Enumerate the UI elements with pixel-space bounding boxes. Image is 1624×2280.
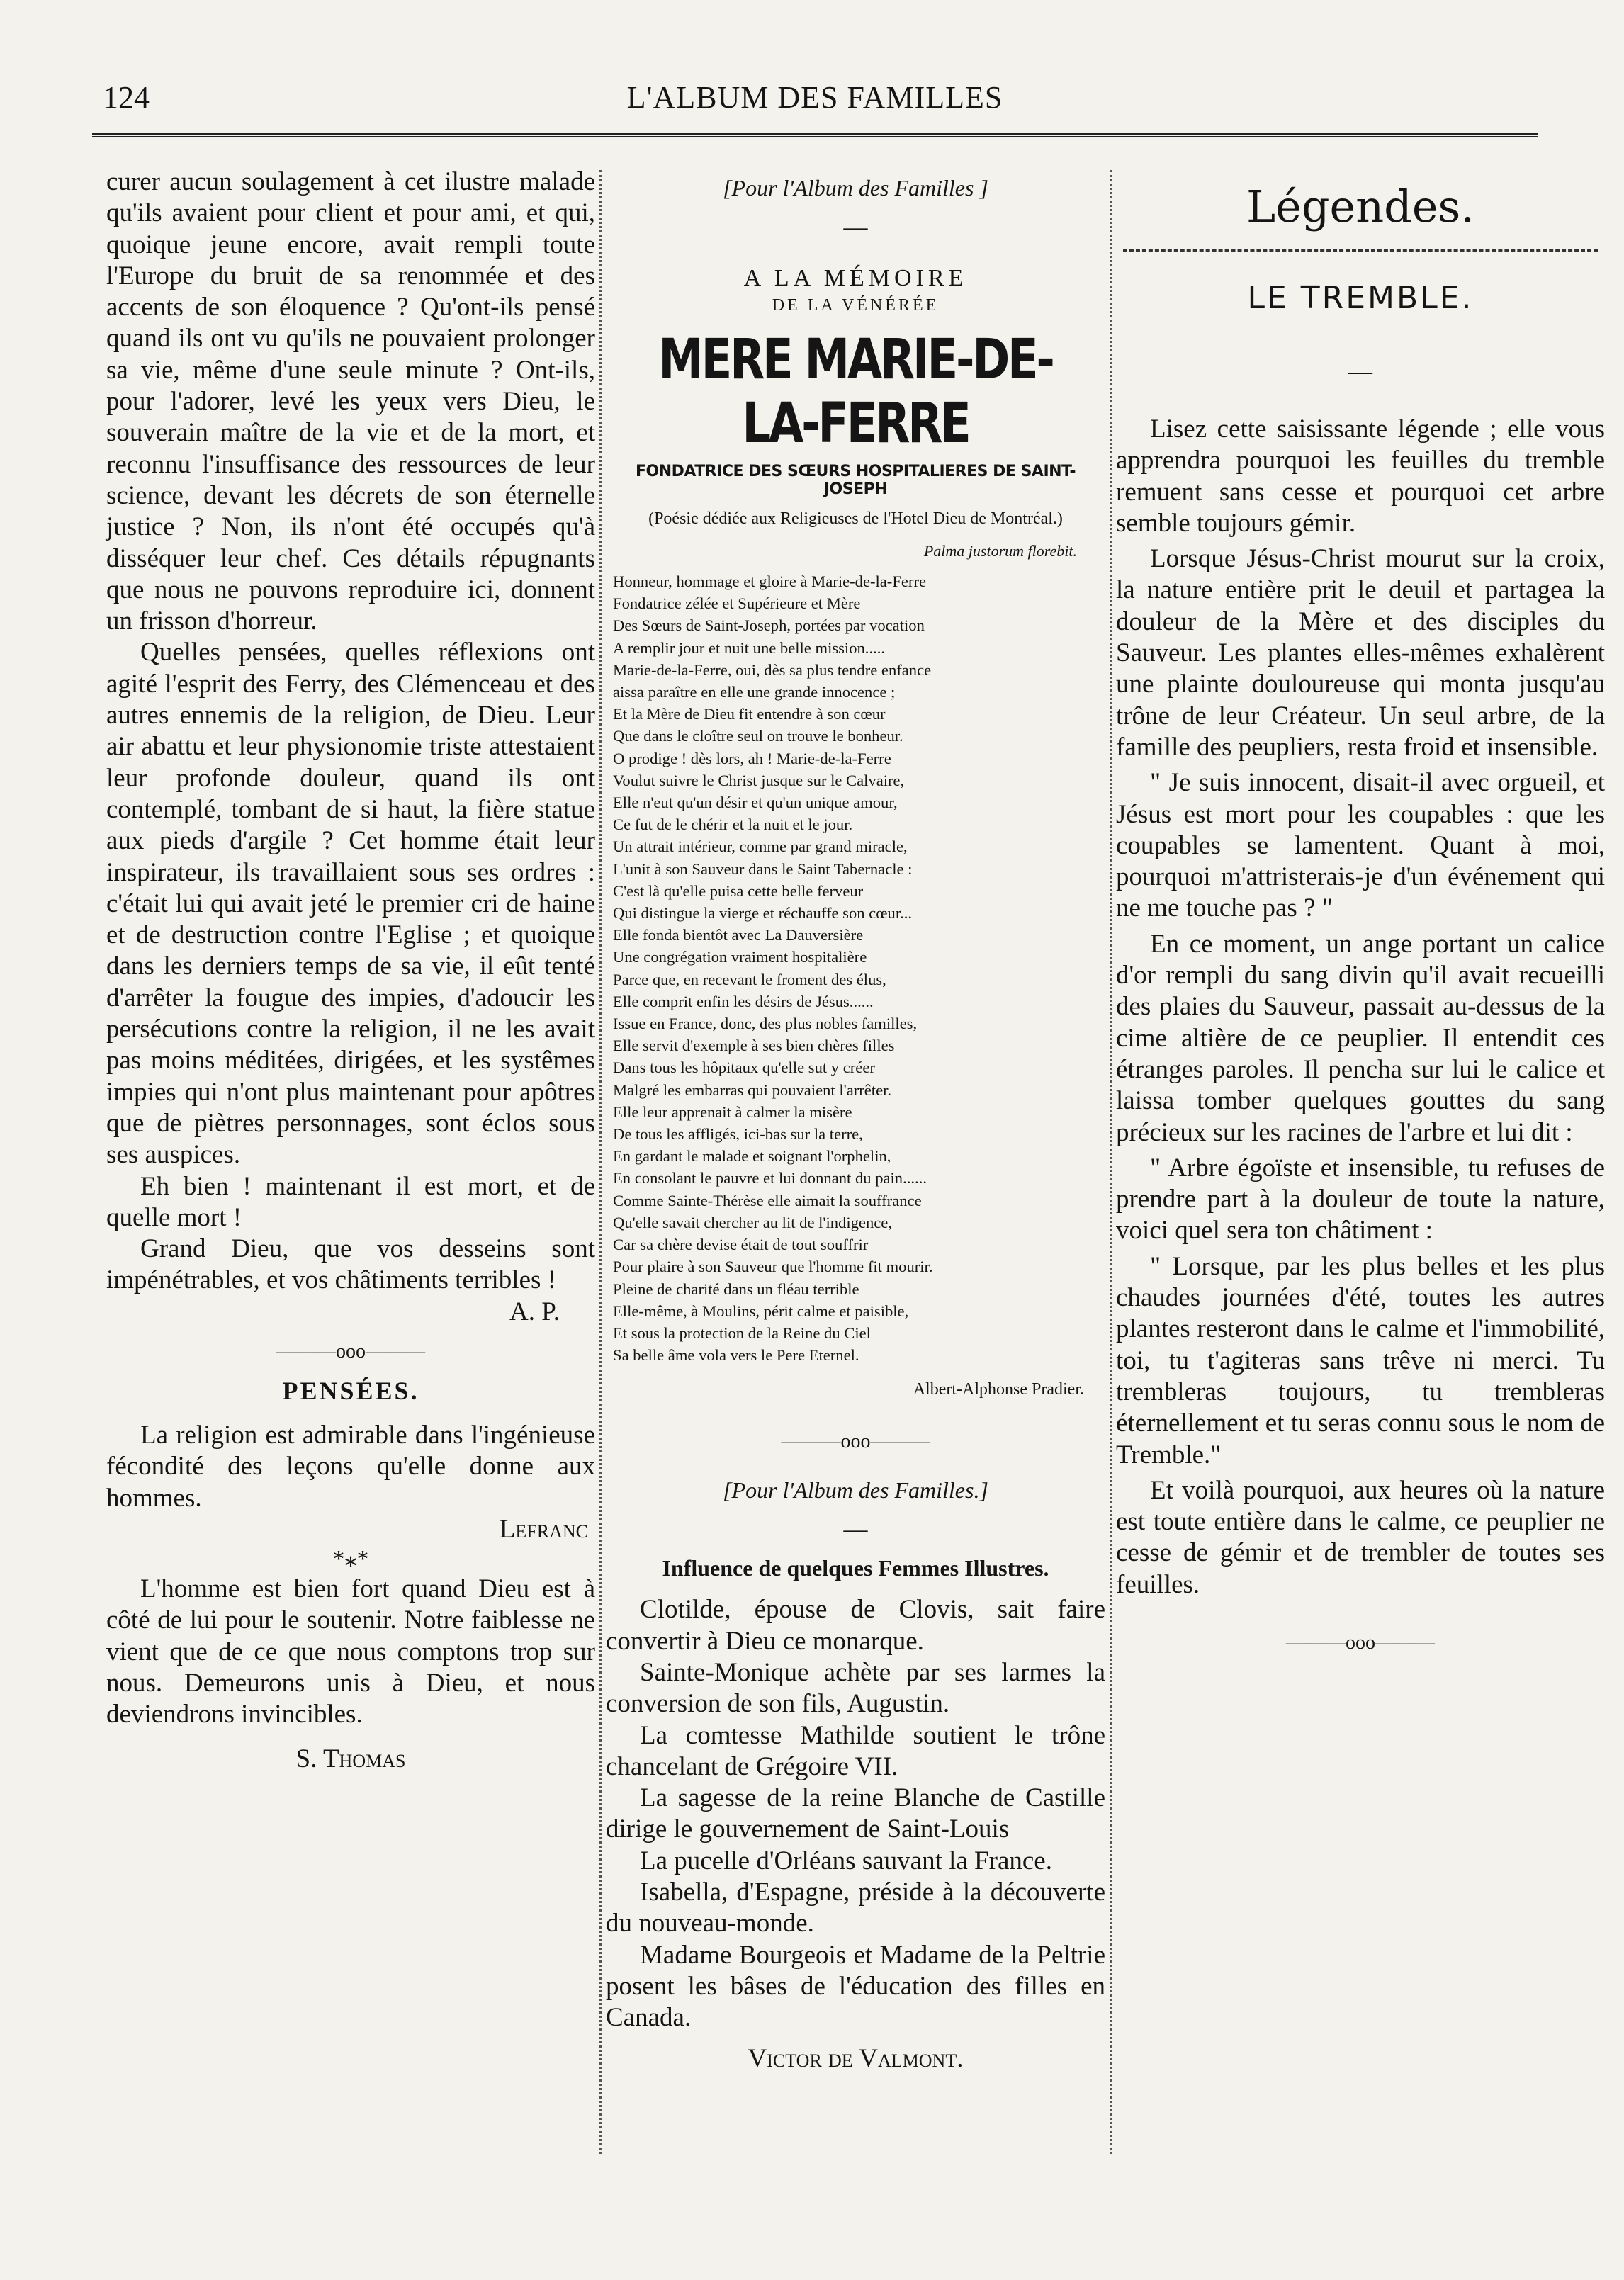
article-paragraph-2: Quelles pensées, quelles réflexions ont agité l'esprit des Ferry, des Clémenceau et des autres ennemis de la religion, de Dieu. Leur air abattu et leur physionomie triste attestaient leur profonde douleur, quand ils ont contemplé, tombant de si haut, la fière statue aux pieds d'argile ? Cet homme était leur inspirateur, ils travaillaient sous ses ordres : c'était lui qui avait jeté le premier cri de haine et de destruction contre l'Eglise ; et quoique dans les derniers temps de sa vie, il eût tenté d'arrêter la fougue des impies, d'adoucir les persécutions contre la religion, il ne les avait pas moins méditées, dirigées, et les systêmes impies qui n'ont plus maintenant pour apôtres que de piètres personnages, sont éclos sous ses auspices. <box>106 638 595 1170</box>
poem-line: Que dans le cloître seul on trouve le bonheur. <box>613 727 903 745</box>
poem-line: L'unit à son Sauveur dans le Saint Tabernacle : <box>613 859 913 878</box>
poem-line: Pour plaire à son Sauveur que l'homme fit mourir. <box>613 1258 933 1276</box>
pensee-1: La religion est admirable dans l'ingénieuse fécondité des leçons qu'elle donne aux hommes. <box>106 1420 595 1513</box>
poem-author: Albert-Alphonse Pradier. <box>913 1380 1084 1399</box>
tremble-title: LE TREMBLE. <box>1247 280 1474 316</box>
legendes-title: Légendes. <box>1246 181 1475 232</box>
poem-line: Elle leur apprenait à calmer la misère <box>613 1102 852 1121</box>
poem-dash: — <box>843 214 868 240</box>
ornament-divider-2: ———ooo——— <box>781 1430 930 1453</box>
page-number: 124 <box>103 80 150 115</box>
page-header <box>96 79 1534 122</box>
poem-line: Et sous la protection de la Reine du Ciel <box>613 1324 871 1342</box>
influence-paragraph: La pucelle d'Orléans sauvant la France. <box>640 1846 1052 1875</box>
pensees-heading: PENSÉES. <box>282 1376 419 1405</box>
poem-line: En consolant le pauvre et lui donnant du pain...... <box>613 1169 927 1187</box>
poem-credit: [Pour l'Album des Familles ] <box>723 175 988 201</box>
pensee-2: L'homme est bien fort quand Dieu est à côté de lui pour le soutenir. Notre faiblesse ne vient que de ce que nous comptons trop sur nous. Demeurons unis à Dieu, et nous deviendrons invincibles. <box>106 1574 595 1729</box>
influence-title: Influence de quelques Femmes Illustres. <box>662 1555 1049 1581</box>
poem-line: Issue en France, donc, des plus nobles familles, <box>613 1015 918 1033</box>
influence-paragraph: Madame Bourgeois et Madame de la Peltrie posent les bâses de l'éducation des filles en Canada. <box>606 1940 1105 2033</box>
ornament-divider-3: ———ooo——— <box>1286 1631 1435 1654</box>
poem-line: Des Sœurs de Saint-Joseph, portées par vocation <box>613 616 925 635</box>
poem-line: Marie-de-la-Ferre, oui, dès sa plus tendre enfance <box>613 660 932 679</box>
legend-paragraph: " Arbre égoïste et insensible, tu refuses de prendre part à la douleur de toute la nature, voici quel sera ton châtiment : <box>1116 1153 1605 1246</box>
poem-line: Malgré les embarras qui pouvaient l'arrêter. <box>613 1080 892 1099</box>
poem-line: Une congrégation vraiment hospitalière <box>613 948 867 966</box>
poem-line: Sa belle âme vola vers le Pere Eternel. <box>613 1346 859 1365</box>
article-paragraph-3: Eh bien ! maintenant il est mort, et de quelle mort ! <box>106 1171 595 1232</box>
poem-line: Elle-même, à Moulins, périt calme et paisible, <box>613 1302 909 1320</box>
poem-line: Elle fonda bientôt avec La Dauversière <box>613 926 864 944</box>
poem-line: Qui distingue la vierge et réchauffe son cœur... <box>613 904 913 922</box>
poem-line: Elle servit d'exemple à ses bien chères filles <box>613 1037 895 1055</box>
poem-line: Ce fut de le chérir et la nuit et le jour. <box>613 816 853 834</box>
tremble-dash: — <box>1348 359 1372 385</box>
legend-paragraph: Lisez cette saisissante légende ; elle vous apprendra pourquoi les feuilles du tremble remuent sans cesse et pourquoi cet arbre semble toujours gémir. <box>1116 414 1605 538</box>
poem-line: Fondatrice zélée et Supérieure et Mère <box>613 594 861 613</box>
poem-line: Voulut suivre le Christ jusque sur le Calvaire, <box>613 771 905 789</box>
poem-dedication: (Poésie dédiée aux Religieuses de l'Hotel Dieu de Montréal.) <box>648 509 1063 528</box>
asterism: *⁎* <box>332 1546 369 1573</box>
legend-paragraphs <box>1116 414 1605 1601</box>
poem-line: O prodige ! dès lors, ah ! Marie-de-la-Ferre <box>613 749 891 767</box>
poem-line: Qu'elle savait chercher au lit de l'indigence, <box>613 1213 892 1231</box>
influence-credit: [Pour l'Album des Familles.] <box>723 1477 988 1503</box>
influence-author: Victor de Valmont. <box>748 2044 964 2074</box>
pensee-1-author: Lefranc <box>499 1514 588 1544</box>
poem-epigraph: Palma justorum florebit. <box>923 542 1077 560</box>
article-signature: A. P. <box>509 1297 560 1326</box>
poem-title: MERE MARIE-DE-LA-FERRE <box>658 328 1053 456</box>
article-paragraph-1: curer aucun soulagement à cet ilustre malade qu'ils avaient pour client et pour ami, et qui, quoique jeune encore, avait rempli toute l'Europe du bruit de sa renommée et des accents de son éloquence ? Qu'ont-ils pensé quand ils ont vu qu'ils ne pouvaient prolonger sa vie, même d'une seule minute ? Ont-ils, pour l'adorer, levé les yeux vers Dieu, le souverain maître de la vie et de la mort, et reconnu l'insuffisance des ressources de leur science, devant les décrets de son éternelle justice ? Non, ils n'ont été occupés qu'à disséquer leur chef. Ces détails répugnants que nous ne pouvons reproduire ici, donnent un frisson d'horreur. <box>106 167 595 636</box>
poem-memoire: A LA MÉMOIRE <box>743 265 968 291</box>
column-3 <box>1116 167 1605 1667</box>
influence-paragraphs <box>606 1594 1105 2033</box>
poem-subtitle: FONDATRICE DES SŒURS HOSPITALIERES DE SAINT-JOSEPH <box>636 463 1076 498</box>
poem-verses <box>613 570 1105 1366</box>
pensee-2-author: S. Thomas <box>295 1744 406 1773</box>
poem-line: Elle comprit enfin les désirs de Jésus...... <box>613 992 874 1010</box>
influence-paragraph: Clotilde, épouse de Clovis, sait faire convertir à Dieu ce monarque. <box>606 1595 1105 1656</box>
poem-line: Dans tous les hôpitaux qu'elle sut y créer <box>613 1059 875 1077</box>
poem-line: Honneur, hommage et gloire à Marie-de-la-Ferre <box>613 572 926 590</box>
legend-paragraph: " Lorsque, par les plus belles et les plus chaudes journées d'été, toutes les autres plantes resteront dans le calme et l'immobilité, toi, tu t'agiteras sans trêve ni merci. Tu trembleras toujours, tu trembleras éternellement et tu seras connu sous le nom de Tremble." <box>1116 1251 1605 1469</box>
influence-paragraph: La sagesse de la reine Blanche de Castille dirige le gouvernement de Saint-Louis <box>606 1783 1105 1844</box>
legend-paragraph: " Je suis innocent, disait-il avec orgueil, et Jésus est mort pour les coupables : que les coupables se lamentent. Quant à moi, pourquoi m'attristerais-je d'un événement qui ne me touche pas ? " <box>1116 768 1605 923</box>
poem-line: Parce que, en recevant le froment des élus, <box>613 970 886 988</box>
poem-line: Comme Sainte-Thérèse elle aimait la souffrance <box>613 1191 922 1209</box>
column-divider-1 <box>599 170 602 2154</box>
poem-line: En gardant le malade et soignant l'orphelin, <box>613 1147 891 1166</box>
legend-paragraph: Et voilà pourquoi, aux heures où la nature est toute entière dans le calme, ce peuplier ne cesse de gémir et de trembler de toutes ses feuilles. <box>1116 1475 1605 1599</box>
article-paragraph-4: Grand Dieu, que vos desseins sont impénétrables, et vos châtiments terribles ! <box>106 1234 595 1295</box>
poem-line: Pleine de charité dans un fléau terrible <box>613 1280 859 1298</box>
poem-line: Elle n'eut qu'un désir et qu'un unique amour, <box>613 794 898 812</box>
poem-line: Et la Mère de Dieu fit entendre à son cœur <box>613 705 886 723</box>
influence-paragraph: La comtesse Mathilde soutient le trône chancelant de Grégoire VII. <box>606 1720 1105 1781</box>
poem-line: Car sa chère devise était de tout souffrir <box>613 1236 869 1254</box>
legend-paragraph: En ce moment, un ange portant un calice d'or rempli du sang divin qu'il avait recueilli des plaies du Sauveur, passait au-dessus de la cime altière de ce peuplier. Il entendit ces étranges paroles. Il pencha sur lui le calice et laissa tomber quelques gouttes du sang précieux sur les racines de l'arbre et lui dit : <box>1116 929 1605 1147</box>
column-divider-2 <box>1110 170 1112 2154</box>
legendes-rule <box>1123 249 1598 252</box>
poem-line: De tous les affligés, ici-bas sur la terre, <box>613 1125 863 1144</box>
poem-line: aissa paraître en elle une grande innocence ; <box>613 683 896 701</box>
legend-paragraph: Lorsque Jésus-Christ mourut sur la croix, la nature entière prit le deuil et partagea la douleur de la Mère et des disciples du Sauveur. Les plantes elles-mêmes exhalèrent une plainte douloureuse qui monta jusqu'au trône de leur Créateur. Un seul arbre, de la famille des peupliers, resta froid et insensible. <box>1116 544 1605 762</box>
header-rule <box>92 133 1538 137</box>
poem-venere: DE LA VÉNÉRÉE <box>772 296 940 315</box>
ornament-divider: ———ooo——— <box>276 1340 425 1362</box>
column-1 <box>106 167 595 1775</box>
influence-dash: — <box>843 1516 868 1543</box>
influence-paragraph: Sainte-Monique achète par ses larmes la conversion de son fils, Augustin. <box>606 1657 1105 1719</box>
poem-line: Un attrait intérieur, comme par grand miracle, <box>613 837 908 856</box>
poem-line: A remplir jour et nuit une belle mission..... <box>613 638 886 657</box>
column-2 <box>606 167 1105 2075</box>
running-title: L'ALBUM DES FAMILLES <box>626 80 1003 115</box>
poem-line: C'est là qu'elle puisa cette belle ferveur <box>613 881 864 900</box>
influence-paragraph: Isabella, d'Espagne, préside à la découverte du nouveau-monde. <box>606 1877 1105 1938</box>
